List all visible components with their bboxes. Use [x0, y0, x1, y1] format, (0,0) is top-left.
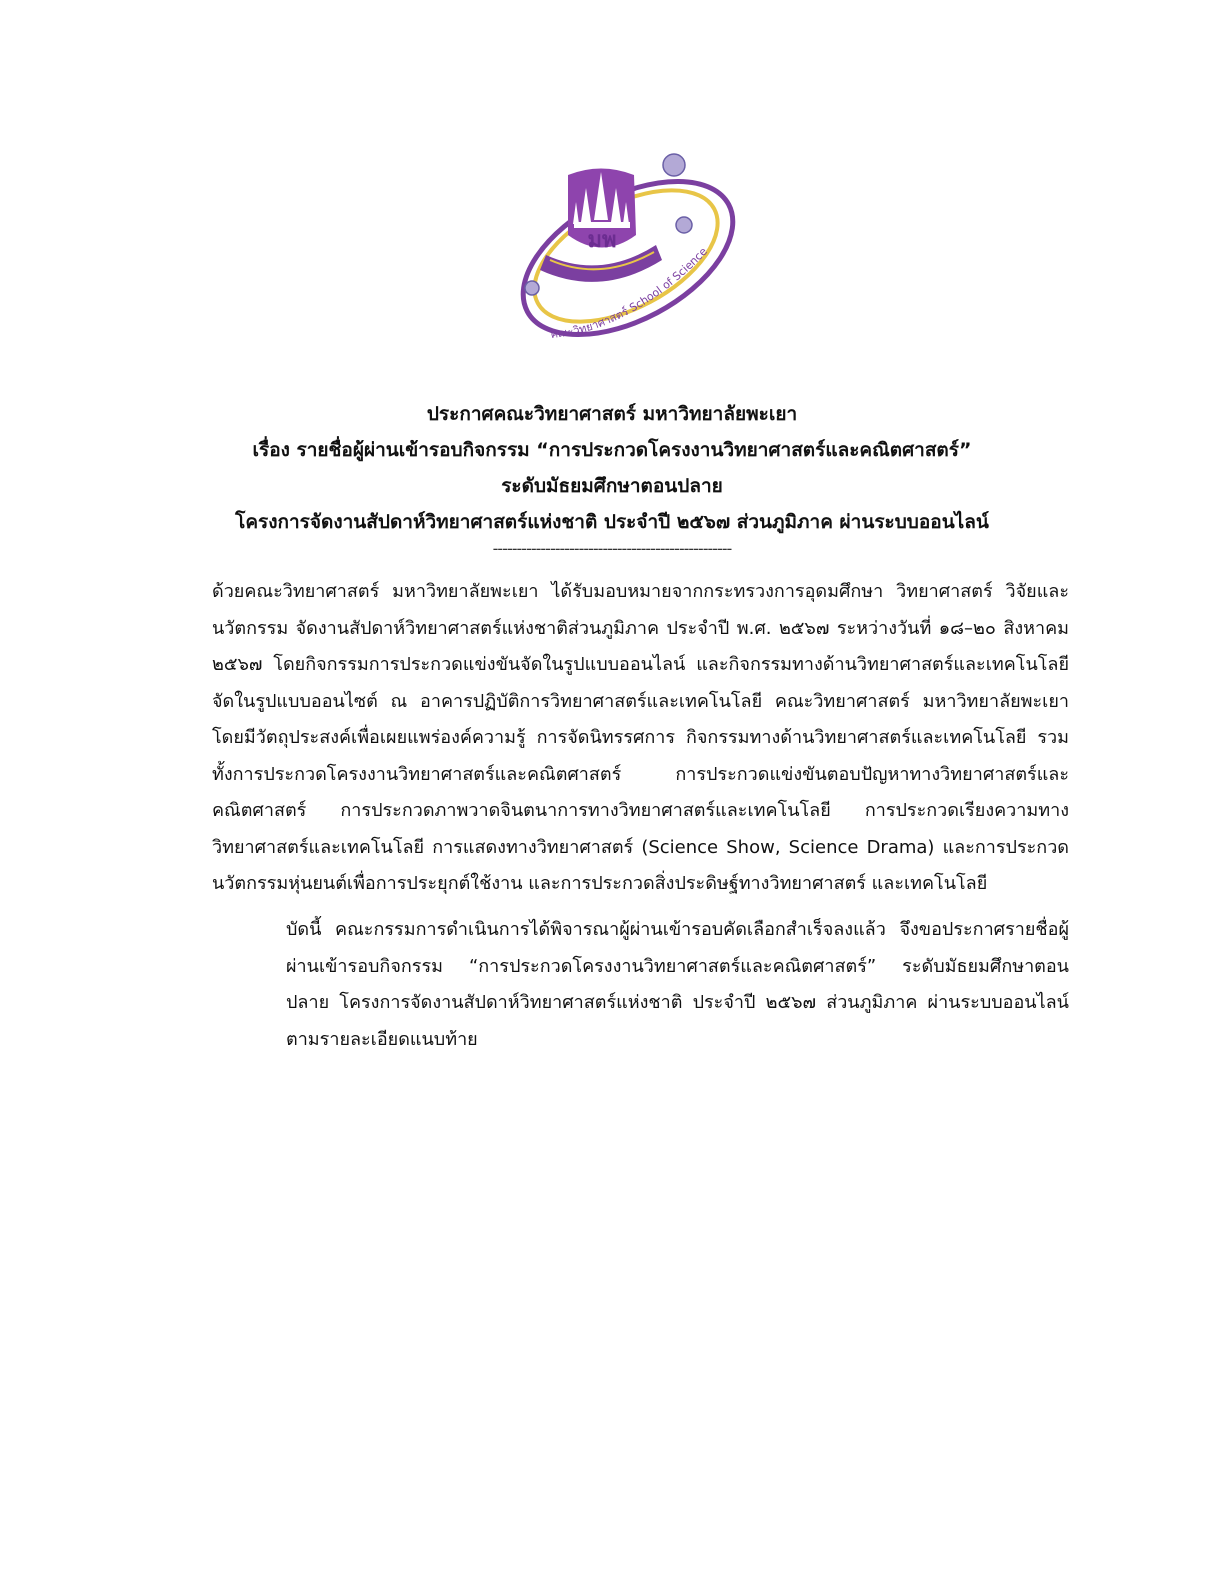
body-paragraph-1	[144, 574, 1069, 903]
school-of-science-logo-icon	[506, 150, 746, 355]
heading-line-2: เรื่อง รายชื่อผู้ผ่านเข้ารอบกิจกรรม “การประกวดโครงงานวิทยาศาสตร์และคณิตศาสตร์”	[252, 439, 972, 461]
svg-text:คณะวิทยาศาสตร์ School of Scie: คณะวิทยาศาสตร์ School of Science	[549, 244, 710, 342]
paragraph-1-text: ด้วยคณะวิทยาศาสตร์ มหาวิทยาลัยพะเยา ได้รับมอบหมายจากกระทรวงการอุดมศึกษา วิทยาศาสตร์ วิจัยและนวัตกรรม จัดงานสัปดาห์วิทยาศาสตร์แห่งชาติส่วนภูมิภาค ประจำปี พ.ศ. ๒๕๖๗ ระหว่างวันที่ ๑๘–๒๐ สิงหาคม ๒๕๖๗ โดยกิจกรรมการประกวดแข่งขันจัดในรูปแบบออนไลน์ และกิจกรรมทางด้านวิทยาศาสตร์และเทคโนโลยีจัดในรูปแบบออนไซต์ ณ อาคารปฏิบัติการวิทยาศาสตร์และเทคโนโลยี คณะวิทยาศาสตร์ มหาวิทยาลัยพะเยา โดยมีวัตถุประสงค์เพื่อเผยแพร่องค์ความรู้ การจัดนิทรรศการ กิจกรรมทางด้านวิทยาศาสตร์และเทคโนโลยี รวมทั้งการประกวดโครงงานวิทยาศาสตร์และคณิตศาสตร์ การประกวดแข่งขันตอบปัญหาทางวิทยาศาสตร์และคณิตศาสตร์ การประกวดภาพวาดจินตนาการทางวิทยาศาสตร์และเทคโนโลยี การประกวดเรียงความทางวิทยาศาสตร์และเทคโนโลยี การแสดงทางวิทยาศาสตร์ (Science Show, Science Drama) และการประกวดนวัตกรรมหุ่นยนต์เพื่อการประยุกต์ใช้งาน และการประกวดสิ่งประดิษฐ์ทางวิทยาศาสตร์ และเทคโนโลยี	[212, 581, 1069, 894]
announcement-heading	[144, 396, 1080, 558]
svg-text:มพ: มพ	[587, 228, 617, 253]
body-paragraph-2	[144, 912, 1069, 1058]
heading-divider: --------------------------------------------------	[492, 540, 732, 558]
heading-line-1: ประกาศคณะวิทยาศาสตร์ มหาวิทยาลัยพะเยา	[426, 403, 798, 425]
heading-line-4: โครงการจัดงานสัปดาห์วิทยาศาสตร์แห่งชาติ ประจำปี ๒๕๖๗ ส่วนภูมิภาค ผ่านระบบออนไลน์	[235, 511, 989, 533]
heading-line-3: ระดับมัธยมศึกษาตอนปลาย	[501, 475, 723, 497]
university-logo	[506, 150, 746, 355]
paragraph-2-text: บัดนี้ คณะกรรมการดำเนินการได้พิจารณาผู้ผ่านเข้ารอบคัดเลือกสำเร็จลงแล้ว จึงขอประกาศรายชื่อผู้ผ่านเข้ารอบกิจกรรม “การประกวดโครงงานวิทยาศาสตร์และคณิตศาสตร์” ระดับมัธยมศึกษาตอนปลาย โครงการจัดงานสัปดาห์วิทยาศาสตร์แห่งชาติ ประจำปี ๒๕๖๗ ส่วนภูมิภาค ผ่านระบบออนไลน์ ตามรายละเอียดแนบท้าย	[286, 919, 1069, 1050]
